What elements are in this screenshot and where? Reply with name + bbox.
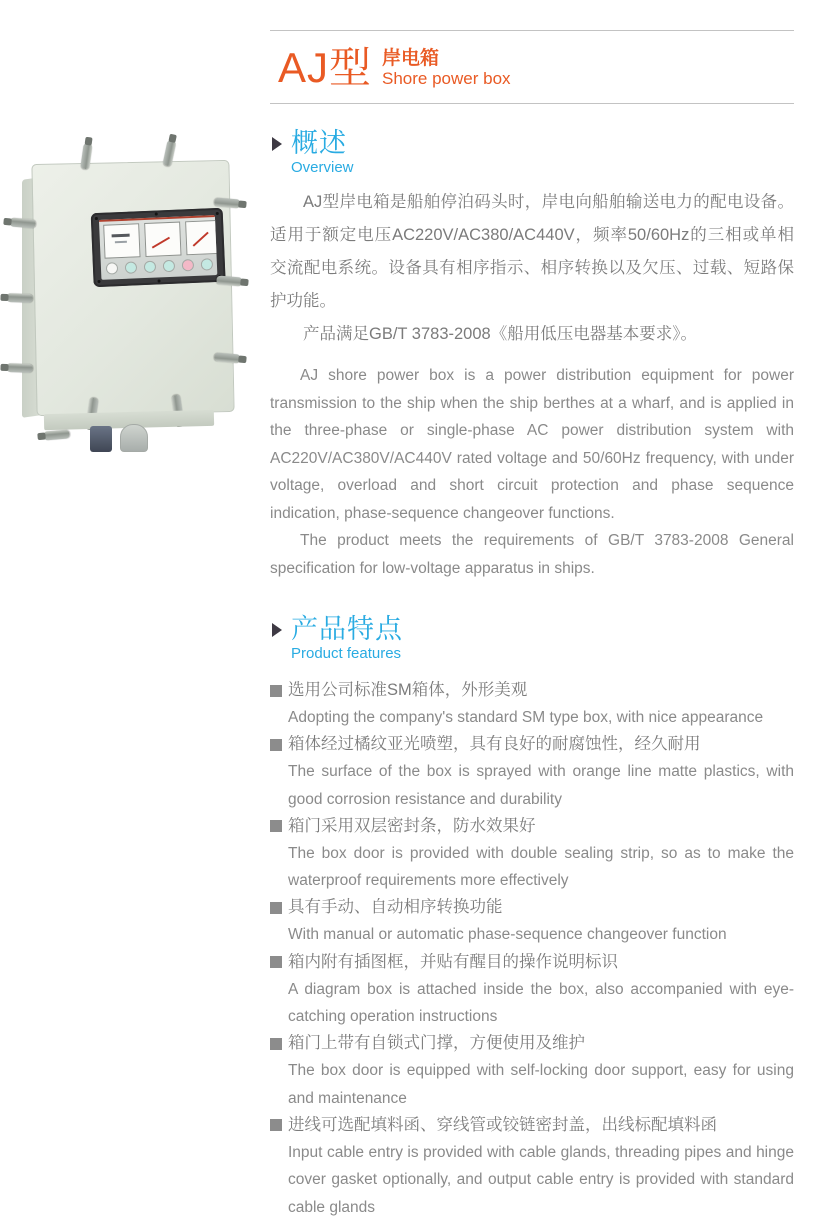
bullet-square-icon xyxy=(270,685,282,697)
bullet-square-icon xyxy=(270,739,282,751)
indicator-light-icon xyxy=(182,259,194,271)
feature-list xyxy=(270,677,794,1221)
features-heading-en: Product features xyxy=(291,645,402,662)
indicator-light-icon xyxy=(201,258,213,270)
feature-title-cn: 箱门采用双层密封条，防水效果好 xyxy=(270,813,794,840)
product-photo xyxy=(10,150,245,450)
feature-desc-en: The box door is provided with double sealing strip, so as to make the waterproof requirements more effectively xyxy=(288,844,794,890)
indicator-light-icon xyxy=(106,262,118,274)
feature-desc-en: The box door is equipped with self-locking door support, easy for using and maintenance xyxy=(288,1062,794,1107)
feature-title-cn: 选用公司标准SM箱体，外形美观 xyxy=(270,677,794,704)
indicator-light-icon xyxy=(125,261,137,273)
overview-paragraph-cn: 产品满足GB/T 3783-2008《船用低压电器基本要求》。 xyxy=(303,325,697,343)
feature-item xyxy=(270,1030,794,1112)
indicator-light-icon xyxy=(163,260,175,272)
bullet-square-icon xyxy=(270,956,282,968)
analog-meters xyxy=(103,220,217,259)
feature-desc-en: Adopting the company's standard SM type box, with nice appearance xyxy=(288,709,764,726)
latch-icon xyxy=(6,363,32,373)
overview-heading-cn: 概述 xyxy=(291,128,347,158)
shore-power-box-body xyxy=(31,160,234,416)
feature-desc-en: With manual or automatic phase-sequence changeover function xyxy=(288,926,727,944)
page-title xyxy=(278,44,794,91)
product-name-en: Shore power box xyxy=(382,69,511,88)
bullet-square-icon xyxy=(270,1119,282,1131)
latch-icon xyxy=(6,293,32,303)
features-heading xyxy=(272,614,794,663)
meter-window xyxy=(91,208,226,287)
cable-gland-icon xyxy=(120,424,148,452)
indicator-light-icon xyxy=(144,261,156,273)
divider xyxy=(270,103,794,104)
model-code: AJ型 xyxy=(278,44,373,91)
counter-meter-icon xyxy=(103,223,140,258)
feature-desc-en: The surface of the box is sprayed with orange line matte plastics, with good corrosion resistance and durability xyxy=(288,763,794,808)
feature-title-cn: 具有手动、自动相序转换功能 xyxy=(270,894,794,921)
feature-desc-en: Input cable entry is provided with cable glands, threading pipes and hinge cover gasket optionally, and output cable entry is provided with standard cable glands xyxy=(288,1143,794,1216)
latch-icon xyxy=(9,217,36,228)
bullet-square-icon xyxy=(270,902,282,914)
voltmeter-icon xyxy=(185,220,217,255)
feature-item xyxy=(270,949,794,1031)
overview-paragraph-cn: AJ型岸电箱是船舶停泊码头时，岸电向船舶输送电力的配电设备。适用于额定电压AC220V/AC380/AC440V，频率50/60Hz的三相或单相交流配电系统。设备具有相序指示、相序转换以及欠压、过载、短路保护功能。 xyxy=(270,193,794,310)
bullet-square-icon xyxy=(270,820,282,832)
section-arrow-icon xyxy=(272,623,282,637)
feature-item xyxy=(270,1112,794,1221)
feature-item xyxy=(270,894,794,948)
feature-title-cn: 箱门上带有自锁式门撑，方便使用及维护 xyxy=(270,1030,794,1057)
main-content xyxy=(270,0,794,1221)
feature-item xyxy=(270,677,794,731)
feature-title-cn: 箱内附有插图框，并贴有醒目的操作说明标识 xyxy=(270,949,794,976)
product-name-cn: 岸电箱 xyxy=(382,48,440,69)
bullet-square-icon xyxy=(270,1038,282,1050)
feature-desc-en: A diagram box is attached inside the box, also accompanied with eye-catching operation instructions xyxy=(288,980,794,1026)
cable-gland-icon xyxy=(90,426,112,452)
overview-paragraph-en: AJ shore power box is a power distribution equipment for power transmission to the ship when the ship berthes at a wharf, and is applied in the three-phase or single-phase AC power distribution system with AC220V/AC380V/AC440V rated voltage and 50/60Hz frequency, with under voltage, overload and short circuit protection and phase sequence indication, phase-sequence changeover functions. xyxy=(270,367,794,522)
overview-heading xyxy=(272,128,794,177)
meter-panel xyxy=(99,215,217,280)
features-heading-cn: 产品特点 xyxy=(291,614,403,644)
overview-cn xyxy=(270,186,794,351)
feature-title-cn: 箱体经过橘纹亚光喷塑，具有良好的耐腐蚀性，经久耐用 xyxy=(270,731,794,758)
overview-paragraph-en: The product meets the requirements of GB/T 3783-2008 General specification for low-voltage apparatus in ships. xyxy=(270,532,794,577)
feature-item xyxy=(270,731,794,813)
ammeter-icon xyxy=(144,222,181,257)
feature-item xyxy=(270,813,794,895)
section-arrow-icon xyxy=(272,137,282,151)
indicator-lights xyxy=(106,258,213,274)
overview-en xyxy=(270,362,794,582)
overview-heading-en: Overview xyxy=(291,159,354,176)
feature-title-cn: 进线可选配填料函、穿线管或铰链密封盖，出线标配填料函 xyxy=(270,1112,794,1139)
divider xyxy=(270,30,794,31)
latch-icon xyxy=(43,429,70,440)
